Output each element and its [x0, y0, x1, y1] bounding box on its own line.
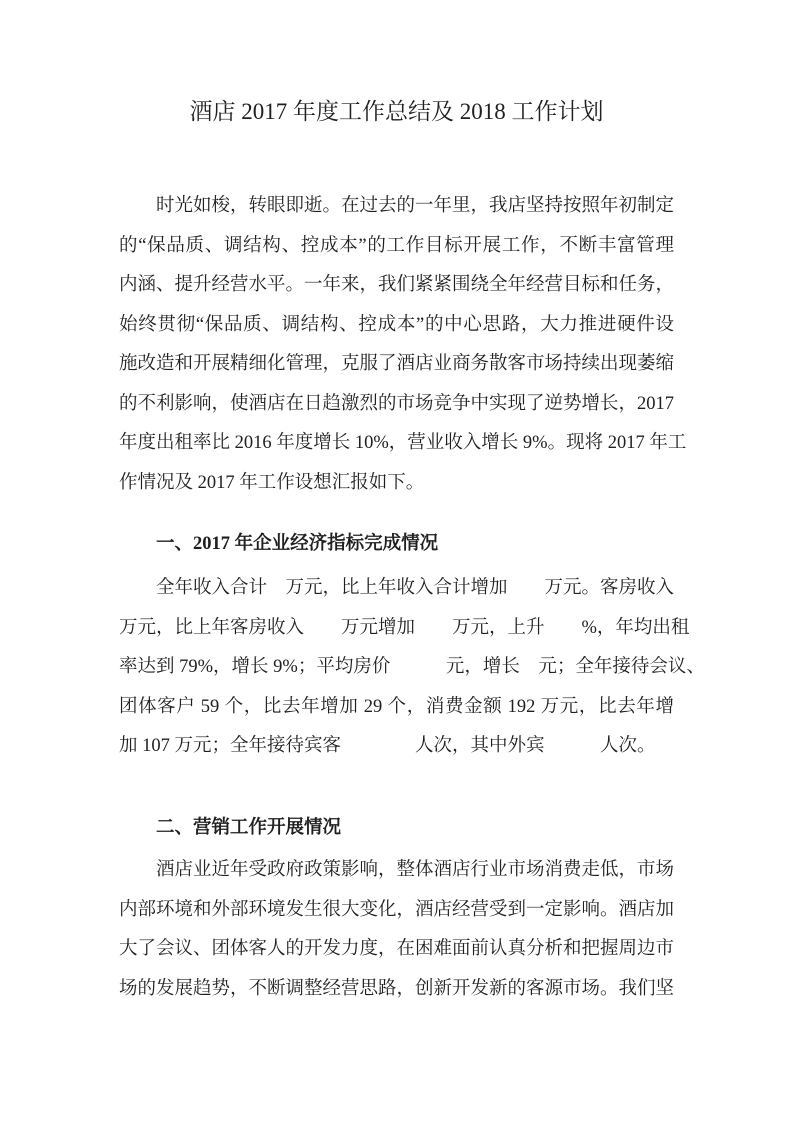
text-line: 的“保品质、调结构、控成本”的工作目标开展工作，不断丰富管理: [119, 235, 674, 256]
text-line: 场的发展趋势，不断调整经营思路，创新开发新的客源市场。我们坚: [119, 978, 675, 999]
text-line: 大了会议、团体客人的开发力度，在困难面前认真分析和把握周边市: [119, 939, 675, 959]
marketing-paragraph: [119, 851, 674, 1009]
text-line: 内部环境和外部环境发生很大变化，酒店经营受到一定影响。酒店加: [119, 899, 675, 920]
text-line: 施改造和开展精细化管理，克服了酒店业商务散客市场持续出现萎缩: [119, 354, 675, 374]
text-line: 始终贯彻“保品质、调结构、控成本”的中心思路，大力推进硬件设: [119, 314, 674, 335]
text-line: 的不利影响，使酒店在日趋激烈的市场竞争中实现了逆势增长，2017: [119, 393, 675, 414]
document-title: 酒店 2017 年度工作总结及 2018 工作计划: [189, 99, 604, 124]
intro-paragraph: [119, 187, 687, 503]
economic-indicators-paragraph: [119, 569, 705, 767]
text-line: 酒店业近年受政府政策影响，整体酒店行业市场消费走低，市场: [156, 860, 675, 880]
text-line: 全年收入合计 万元，比上年收入合计增加 万元。客房收入: [156, 578, 675, 598]
text-line: 年度出租率比 2016 年度增长 10%，营业收入增长 9%。现将 2017 年工: [119, 433, 687, 453]
section-2-heading: 二、营销工作开展情况: [156, 818, 342, 838]
text-line: 万元，比上年客房收入 万元增加 万元，上升 %，年均出租: [119, 617, 690, 638]
text-line: 加 107 万元；全年接待宾客 人次，其中外宾 人次。: [119, 736, 656, 756]
text-line: 时光如梭，转眼即逝。在过去的一年里，我店坚持按照年初制定: [156, 196, 675, 216]
text-line: 内涵、提升经营水平。一年来，我们紧紧围绕全年经营目标和任务，: [119, 275, 675, 295]
section-1-heading: 一、2017 年企业经济指标完成情况: [156, 534, 439, 554]
text-line: 团体客户 59 个，比去年增加 29 个，消费金额 192 万元，比去年增: [119, 696, 674, 717]
text-line: 率达到 79%，增长 9%；平均房价 元，增长 元；全年接待会议、: [119, 657, 705, 677]
text-line: 作情况及 2017 年工作设想汇报如下。: [119, 472, 425, 493]
